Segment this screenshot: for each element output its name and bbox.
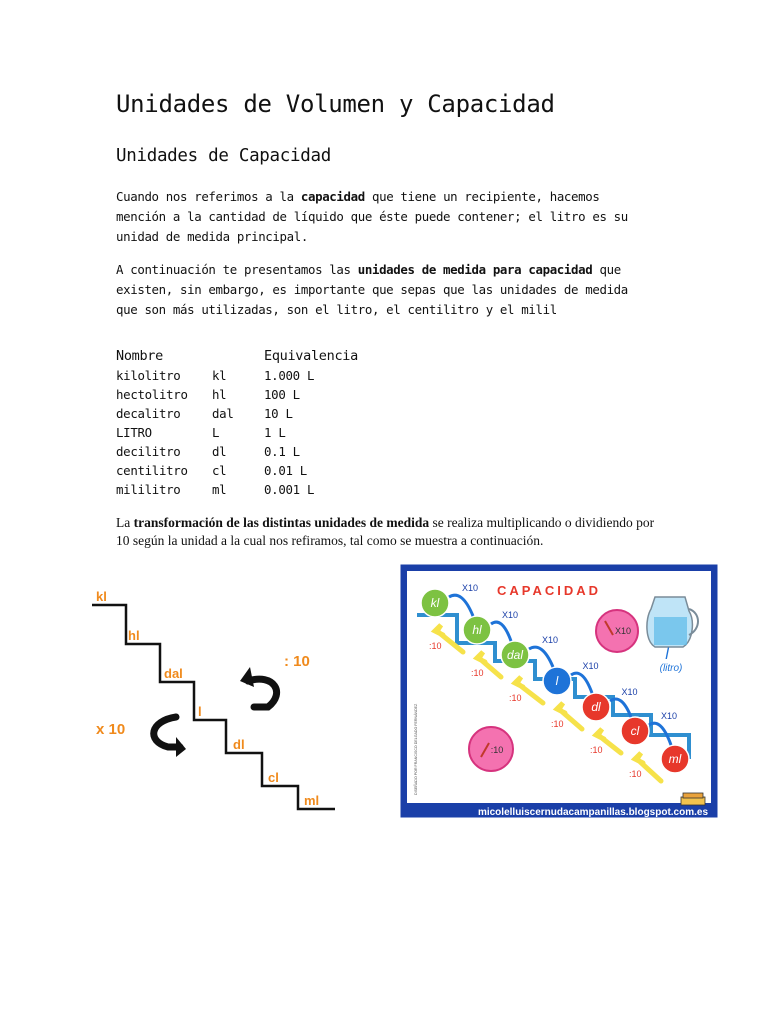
stair-label-dl: dl xyxy=(233,737,245,752)
unit-name: kilolitro xyxy=(116,368,181,383)
unit-name: LITRO xyxy=(116,425,152,440)
unit-name: decalitro xyxy=(116,406,181,421)
unit-equivalence: 100 L xyxy=(264,387,300,402)
rotate-back-arrow-icon xyxy=(154,717,186,757)
header-name: Nombre xyxy=(116,348,163,364)
unit-circle-label: hl xyxy=(472,623,482,637)
unit-circle-label: dal xyxy=(506,648,524,662)
unit-symbol: dl xyxy=(212,444,227,459)
unit-name: decilitro xyxy=(116,444,181,459)
unit-name: centilitro xyxy=(116,463,188,478)
divide-circle xyxy=(469,727,513,771)
infographic-title: CAPACIDAD xyxy=(496,583,602,598)
book-icon xyxy=(681,793,705,805)
bold-text: capacidad xyxy=(300,189,365,204)
circle-bottom-label: :10 xyxy=(490,745,504,755)
divide-label: :10 xyxy=(551,719,564,729)
multiply-label: X10 xyxy=(661,711,678,721)
divide-label: :10 xyxy=(471,668,484,678)
bold-text: unidades de medida para capacidad xyxy=(357,262,593,277)
capacity-infographic xyxy=(399,563,719,819)
unit-equivalence: 1.000 L xyxy=(264,368,315,383)
units-paragraph xyxy=(116,260,656,320)
table-row xyxy=(116,366,358,385)
unit-circle-label: cl xyxy=(630,724,640,738)
unit-circle-label: l xyxy=(555,674,559,688)
divide-label: :10 xyxy=(629,769,642,779)
liter-label: (litro) xyxy=(659,663,683,674)
text: que existen, sin embargo, es importante que sepas que las unidades de medida que son más utilizadas, son el litro, el centilitro y el milil xyxy=(116,262,628,317)
text: La xyxy=(116,515,134,530)
page-title: Unidades de Volumen y Capacidad xyxy=(116,90,555,118)
text: se realiza multiplicando o dividiendo por 10 según la unidad a la cual nos refiramos, tal como se muestra a continuación. xyxy=(116,515,655,548)
unit-equivalence: 10 L xyxy=(264,406,293,421)
stair-label-l: l xyxy=(198,704,202,719)
unit-equivalence: 0.001 L xyxy=(264,482,315,497)
multiply-label: X10 xyxy=(502,610,519,620)
stair-label-dal: dal xyxy=(164,666,183,681)
unit-circle-label: dl xyxy=(591,700,601,714)
table-row xyxy=(116,442,358,461)
unit-symbol: ml xyxy=(212,482,227,497)
intro-paragraph xyxy=(116,187,656,247)
unit-symbol: L xyxy=(212,425,220,440)
unit-symbol: cl xyxy=(212,463,227,478)
multiply-label: X10 xyxy=(462,583,479,593)
unit-equivalence: 0.01 L xyxy=(264,463,307,478)
unit-name: mililitro xyxy=(116,482,181,497)
stair-label-kl: kl xyxy=(96,589,107,604)
unit-name: hectolitro xyxy=(116,387,188,402)
table-header-row xyxy=(116,346,358,366)
bold-text: transformación de las distintas unidades de medida xyxy=(133,515,430,530)
circle-top-label: X10 xyxy=(614,626,632,636)
text: que tiene un recipiente, hacemos mención a la cantidad de líquido que éste puede contener; el litro es su unidad de medida principal. xyxy=(116,189,628,244)
table-row xyxy=(116,385,358,404)
divide-label: :10 xyxy=(429,641,442,651)
unit-symbol: dal xyxy=(212,406,234,421)
text: A continuación te presentamos las xyxy=(116,262,358,277)
multiply-label: X10 xyxy=(542,635,559,645)
divide-label: : 10 xyxy=(284,653,310,670)
unit-symbol: kl xyxy=(212,368,227,383)
multiply-label: X10 xyxy=(621,687,638,697)
stairs-diagram xyxy=(88,583,340,815)
transformation-paragraph xyxy=(116,514,656,550)
units-table xyxy=(116,346,358,499)
multiply-label: x 10 xyxy=(96,721,126,738)
header-equivalence: Equivalencia xyxy=(264,348,358,364)
unit-circle-label: kl xyxy=(430,596,440,610)
unit-symbol: hl xyxy=(212,387,227,402)
multiply-circle xyxy=(596,610,638,652)
liter-symbol: l xyxy=(665,646,669,663)
table-row xyxy=(116,461,358,480)
rotate-arrow-icon xyxy=(240,667,277,707)
unit-equivalence: 1 L xyxy=(264,425,286,440)
multiply-label: X10 xyxy=(582,661,599,671)
divide-label: :10 xyxy=(509,693,522,703)
section-title: Unidades de Capacidad xyxy=(116,146,331,166)
table-row xyxy=(116,404,358,423)
stair-label-ml: ml xyxy=(304,793,320,808)
unit-circle-label: ml xyxy=(668,752,682,766)
table-row xyxy=(116,423,358,442)
stair-labels xyxy=(96,589,319,808)
blog-url: micolelluiscernudacampanillas.blogspot.com.es xyxy=(477,807,709,818)
table-row xyxy=(116,480,358,499)
stair-label-hl: hl xyxy=(128,628,140,643)
text: Cuando nos referimos a la xyxy=(116,189,301,204)
divide-label: :10 xyxy=(590,745,603,755)
designer-credit: DISEÑADO POR FRANCISCO DELGADO FERNÁNDEZ xyxy=(414,703,418,795)
unit-equivalence: 0.1 L xyxy=(264,444,300,459)
stair-label-cl: cl xyxy=(268,770,279,785)
